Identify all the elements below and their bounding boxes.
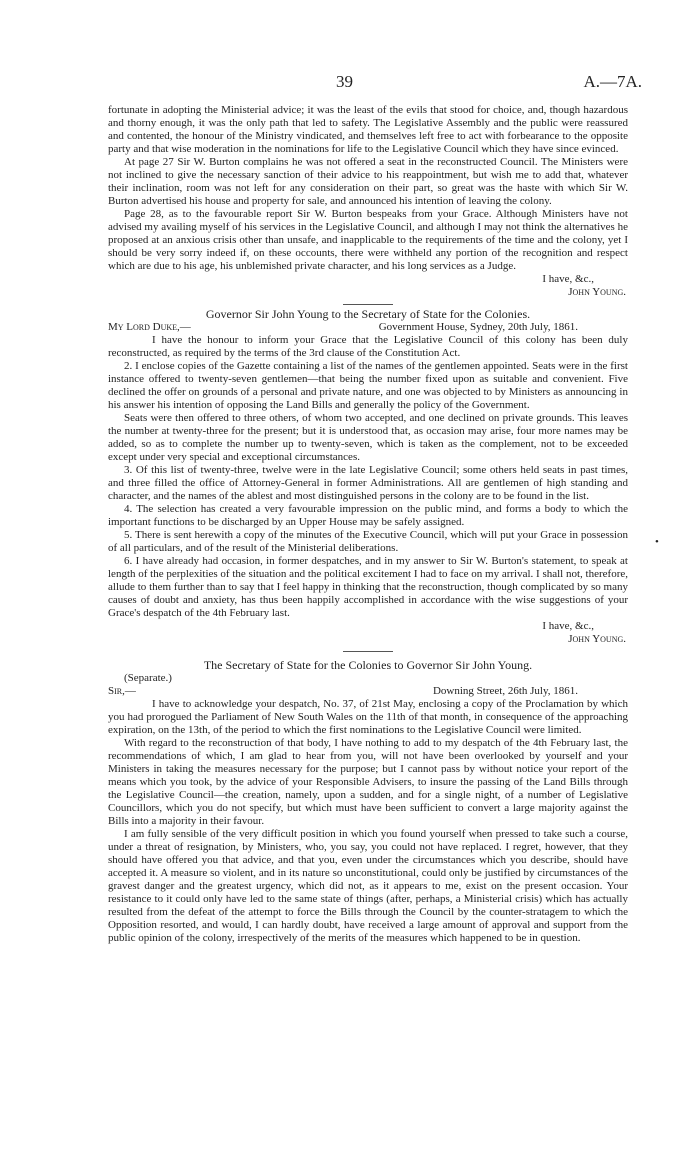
paragraph: I have to acknowledge your despatch, No. 37, of 21st May, enclosing a copy of the Proclamation by which you had prorogued the Parliament of New South Wales on the 11th of that month, in consequence of the approaching expiration, on the 13th, of the period to which the first nominations to the Legislative Council were limited. (108, 698, 628, 736)
closing: I have, &c., (542, 273, 594, 285)
place-date: Government House, Sydney, 20th July, 1861. (378, 321, 578, 333)
paragraph: 5. There is sent herewith a copy of the minutes of the Executive Council, which will put your Grace in possession of all particulars, and of the result of the Ministerial deliberations. (108, 529, 628, 554)
letter-heading: Governor Sir John Young to the Secretary of State for the Colonies. (205, 307, 531, 321)
salutation-row (108, 321, 628, 334)
paragraph: Page 28, as to the favourable report Sir W. Burton bespeaks from your Grace. Although Ministers have not advised my availing myself of his services in the Legislative Council, and although I may not think the alternatives he proposed at an anxious crisis other than unsafe, and inapplicable to the requirements of the time and the colony, yet I should be very sorry indeed if, on these occounts, there were withheld any portion of the recognition and respect which are due to his age, his unblemished private character, and his long services as a Judge. (108, 208, 628, 272)
document-reference: A.—7A. (583, 72, 642, 91)
paragraph: With regard to the reconstruction of that body, I have nothing to add to my despatch of the 4th February last, the recommendations of which, I am glad to hear from you, will not have been overlooked by yourself and your Ministers in taking the measures necessary for the purpose; but I cannot pass by without notice your report of the means which you took, by the advice of your Responsible Advisers, to insure the passing of the Land Bills through the Legislative Council—the creation, namely, upon a sudden, and for a single night, of a number of Legislative Councillors, which you do not specify, but which must have been sufficient to convert a large majority against the Bills into a majority in their favour. (108, 737, 628, 827)
page-number: 39 (336, 72, 353, 91)
paragraph: fortunate in adopting the Ministerial advice; it was the least of the evils that stood for choice, and, though hazardous and thorny enough, it was the only path that led to safety. The Legislative Assembly and the public were reassured and contented, the honour of the Ministry vindicated, and themselves left free to act with forbearance to the opposite party and that wise moderation in the nominations for life to the Legislative Council which they have since evinced. (108, 104, 628, 155)
separate-note: (Separate.) (124, 672, 172, 684)
paragraph: 2. I enclose copies of the Gazette containing a list of the names of the gentlemen appointed. Seats were in the first instance offered to twenty-seven gentlemen—that being the number fixed upon as suitable and convenient. Five declined the offer on grounds of a personal and private nature, and one was objected to by Ministers as announcing in his answer his intention of opposing the Land Bills and generally the policy of the Government. (108, 360, 628, 411)
divider (343, 651, 393, 652)
place-date: Downing Street, 26th July, 1861. (432, 685, 578, 697)
salutation-row (108, 685, 628, 698)
paragraph: At page 27 Sir W. Burton complains he was not offered a seat in the reconstructed Council. The Ministers were not inclined to give the necessary sanction of their advice to his reappointment, but wish me to add that, whatever their inclination, room was not left for any consideration on their part, so great was the haste with which Sir W. Burton advertised his house and property for sale, and announced his intention of leaving the colony. (108, 156, 628, 207)
paragraph: 6. I have already had occasion, in former despatches, and in my answer to Sir W. Burton's statement, to speak at length of the perplexities of the situation and the political excitement I had to face on my arrival. I shall not, therefore, allude to them further than to say that I feel happy in thinking that the reconstruction, though complicated by so many causes of doubt and anxiety, has thus been happily accomplished in accordance with the wise suggestions of your Grace's despatch of the 4th February last. (108, 555, 628, 619)
salutation: Sir,— (108, 685, 136, 697)
margin-mark: • (655, 536, 659, 548)
signature: John Young. (568, 286, 626, 298)
signature: John Young. (568, 633, 626, 645)
paragraph: Seats were then offered to three others, of whom two accepted, and one declined on private grounds. This leaves the number at twenty-three for the present; but it is understood that, as occasion may arise, four more names may be added, so as to complete the number up to twenty-seven, which is taken as the complement, not to be exceeded except under very special and exceptional circumstances. (108, 412, 628, 463)
closing: I have, &c., (542, 620, 594, 632)
paragraph: 4. The selection has created a very favourable impression on the public mind, and forms a body to which the important functions to be discharged by an Upper House may be safely assigned. (108, 503, 628, 528)
paragraph: I am fully sensible of the very difficult position in which you found yourself when pressed to take such a course, under a threat of resignation, by Ministers, who, you say, you could not have replaced. I regret, however, that they should have offered you that advice, and that you, even under the circumstances which you describe, should have accepted it. A measure so violent, and in its nature so unconstitutional, could only be justified by circumstances of the gravest danger and the greatest urgency, which did not, as it appears to me, exist on the present occasion. Your resistance to it could only have led to the same state of things (after, perhaps, a Ministerial crisis) which has actually resulted from the defeat of the attempt to force the Bills through the Council by the counter-stratagem to which the Opposition resorted, and would, I can hardly doubt, have received a large amount of approval and support from the public opinion of the colony, irrespectively of the merits of the measures which happened to be in question. (108, 828, 628, 944)
body-text (108, 104, 628, 945)
paragraph: I have the honour to inform your Grace that the Legislative Council of this colony has been duly reconstructed, as required by the terms of the 3rd clause of the Constitution Act. (108, 334, 628, 359)
paragraph: 3. Of this list of twenty-three, twelve were in the late Legislative Council; some others held seats in past times, and three filled the office of Attorney-General in former Administrations. All are gentlemen of high standing and character, and the names of the ablest and most distinguished persons in the colony are to be found in the list. (108, 464, 628, 502)
salutation: My Lord Duke,— (108, 321, 191, 333)
page-header (0, 72, 700, 96)
divider (343, 304, 393, 305)
letter-heading: The Secretary of State for the Colonies to Governor Sir John Young. (203, 658, 533, 672)
